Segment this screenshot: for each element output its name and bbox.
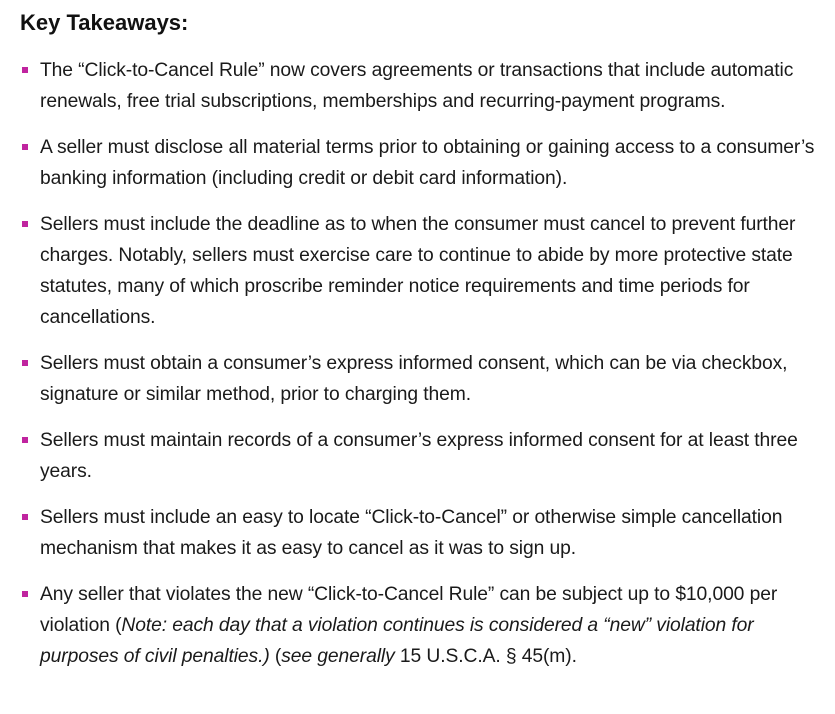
bullet-icon [22, 221, 28, 227]
list-item [20, 55, 820, 117]
item-text: ( [269, 646, 282, 667]
list-item [20, 132, 820, 194]
bullet-icon [22, 360, 28, 366]
list-item [20, 209, 820, 333]
item-text: Sellers must maintain records of a consumer’s express informed consent for at least three years. [40, 430, 798, 482]
bullet-icon [22, 591, 28, 597]
list-item [20, 502, 820, 564]
takeaways-list [20, 55, 820, 687]
note-italic: Note: each day that a violation continues is considered a “new” violation for purposes of civil penalties.) [40, 615, 754, 667]
bullet-icon [22, 514, 28, 520]
item-text: The “Click-to-Cancel Rule” now covers agreements or transactions that include automatic renewals, free trial subscriptions, memberships and recurring-payment programs. [40, 60, 794, 112]
list-item [20, 579, 820, 672]
item-text: Sellers must include an easy to locate “Click-to-Cancel” or otherwise simple cancellation mechanism that makes it as easy to cancel as it was to sign up. [40, 507, 783, 559]
list-item [20, 348, 820, 410]
bullet-icon [22, 144, 28, 150]
item-text: Sellers must include the deadline as to when the consumer must cancel to prevent further charges. Notably, sellers must exercise care to continue to abide by more protective state statutes, many of which proscribe reminder notice requirements and time periods for cancellations. [40, 214, 796, 328]
item-text: Sellers must obtain a consumer’s express informed consent, which can be via checkbox, signature or similar method, prior to charging them. [40, 353, 788, 405]
item-text: A seller must disclose all material terms prior to obtaining or gaining access to a consumer’s banking information (including credit or debit card information). [40, 137, 815, 189]
list-item [20, 425, 820, 487]
bullet-icon [22, 437, 28, 443]
item-text: Any seller that violates the new “Click-to-Cancel Rule” can be subject up to $10,000 per violation ( [40, 584, 778, 636]
bullet-icon [22, 67, 28, 73]
citation: 15 U.S.C.A. § 45(m). [394, 646, 577, 667]
see-generally-italic: see generally [281, 646, 395, 667]
key-takeaways-heading: Key Takeaways: [20, 10, 189, 35]
